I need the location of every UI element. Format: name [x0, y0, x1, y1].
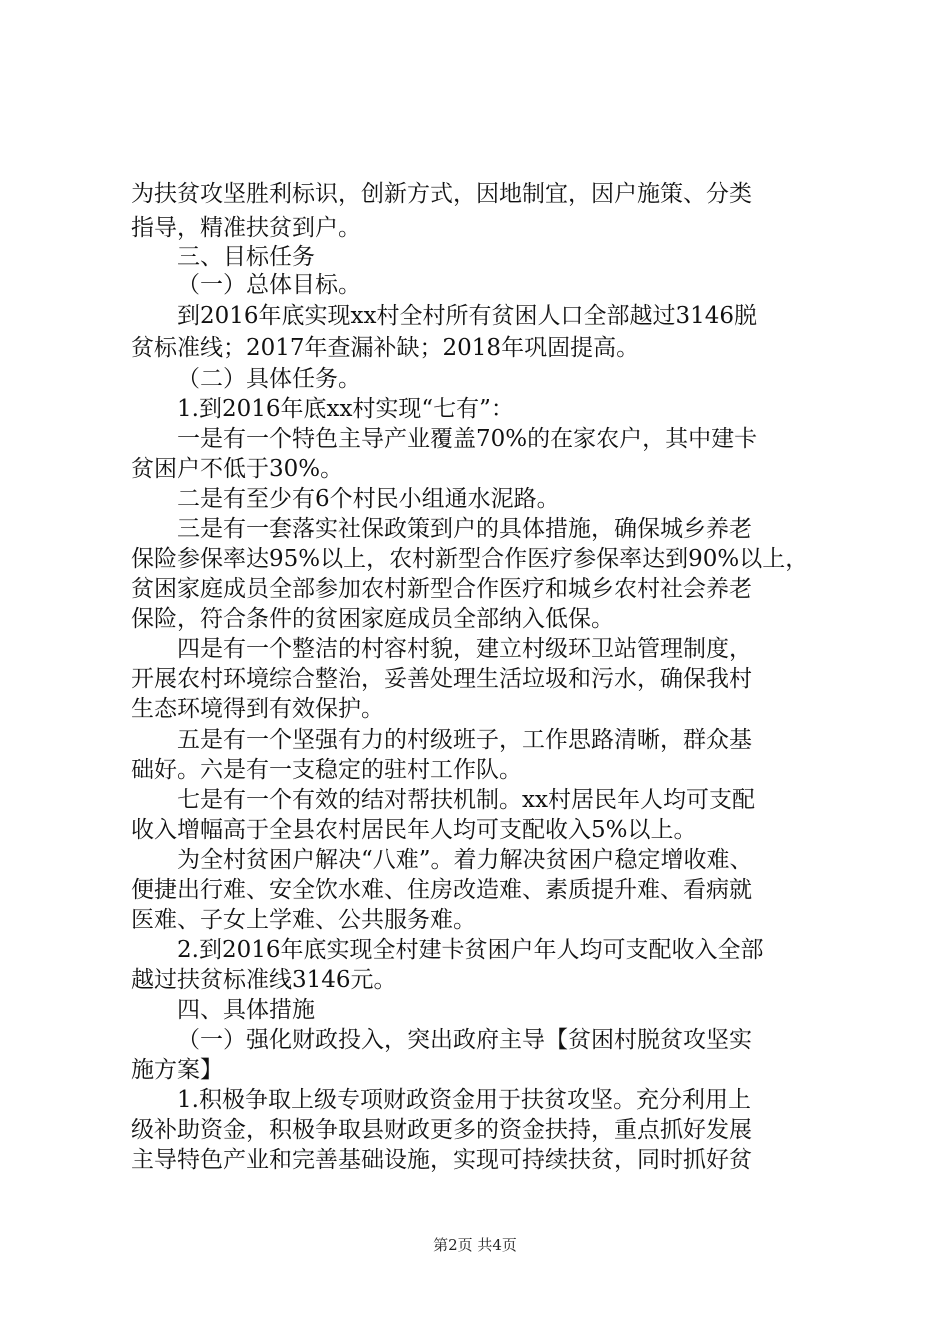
text-line: 七是有一个有效的结对帮扶机制。xx村居民年人均可支配	[177, 787, 755, 813]
text-line: 四是有一个整洁的村容村貌，建立村级环卫站管理制度，	[177, 636, 752, 662]
text-line: 1.到2016年底xx村实现“七有”：	[177, 396, 514, 422]
text-line: 2.到2016年底实现全村建卡贫困户年人均可支配收入全部	[177, 937, 764, 963]
text-line: 贫标准线；2017年查漏补缺；2018年巩固提高。	[131, 335, 640, 361]
text-line: 施方案】	[131, 1057, 223, 1083]
subsection-heading: （二）具体任务。	[177, 366, 361, 392]
text-line: 一是有一个特色主导产业覆盖70%的在家农户，其中建卡	[177, 426, 758, 452]
text-line: 础好。六是有一支稳定的驻村工作队。	[131, 757, 522, 783]
text-line: 三是有一套落实社保政策到户的具体措施，确保城乡养老	[177, 516, 752, 542]
text-line: 便捷出行难、安全饮水难、住房改造难、素质提升难、看病就	[131, 877, 752, 903]
section-heading: 四、具体措施	[177, 997, 315, 1023]
subsection-heading: （一）强化财政投入，突出政府主导【贫困村脱贫攻坚实	[177, 1027, 752, 1053]
text-line: 开展农村环境综合整治，妥善处理生活垃圾和污水，确保我村	[131, 666, 752, 692]
text-line: 贫困家庭成员全部参加农村新型合作医疗和城乡农村社会养老	[131, 576, 752, 602]
subsection-heading: （一）总体目标。	[177, 272, 361, 298]
text-line: 为扶贫攻坚胜利标识，创新方式，因地制宜，因户施策、分类	[131, 181, 752, 207]
text-line: 1.积极争取上级专项财政资金用于扶贫攻坚。充分利用上	[177, 1087, 751, 1113]
text-line: 保险参保率达95%以上，农村新型合作医疗参保率达到90%以上，	[131, 546, 809, 572]
text-line: 保险，符合条件的贫困家庭成员全部纳入低保。	[131, 606, 614, 632]
text-line: 到2016年底实现xx村全村所有贫困人口全部越过3146脱	[177, 303, 758, 329]
text-line: 生态环境得到有效保护。	[131, 696, 384, 722]
text-line: 医难、子女上学难、公共服务难。	[131, 907, 476, 933]
section-heading: 三、目标任务	[177, 244, 315, 270]
text-line: 五是有一个坚强有力的村级班子，工作思路清晰，群众基	[177, 727, 752, 753]
text-line: 收入增幅高于全县农村居民年人均可支配收入5%以上。	[131, 817, 697, 843]
text-line: 级补助资金，积极争取县财政更多的资金扶持，重点抓好发展	[131, 1117, 752, 1143]
text-line: 贫困户不低于30%。	[131, 456, 344, 482]
text-line: 主导特色产业和完善基础设施，实现可持续扶贫，同时抓好贫	[131, 1147, 752, 1173]
text-line: 为全村贫困户解决“八难”。着力解决贫困户稳定增收难、	[177, 847, 753, 873]
text-line: 越过扶贫标准线3146元。	[131, 967, 397, 993]
page-number-footer: 第2页 共4页	[433, 1236, 517, 1254]
text-line: 二是有至少有6个村民小组通水泥路。	[177, 486, 560, 512]
text-line: 指导，精准扶贫到户。	[131, 215, 361, 241]
